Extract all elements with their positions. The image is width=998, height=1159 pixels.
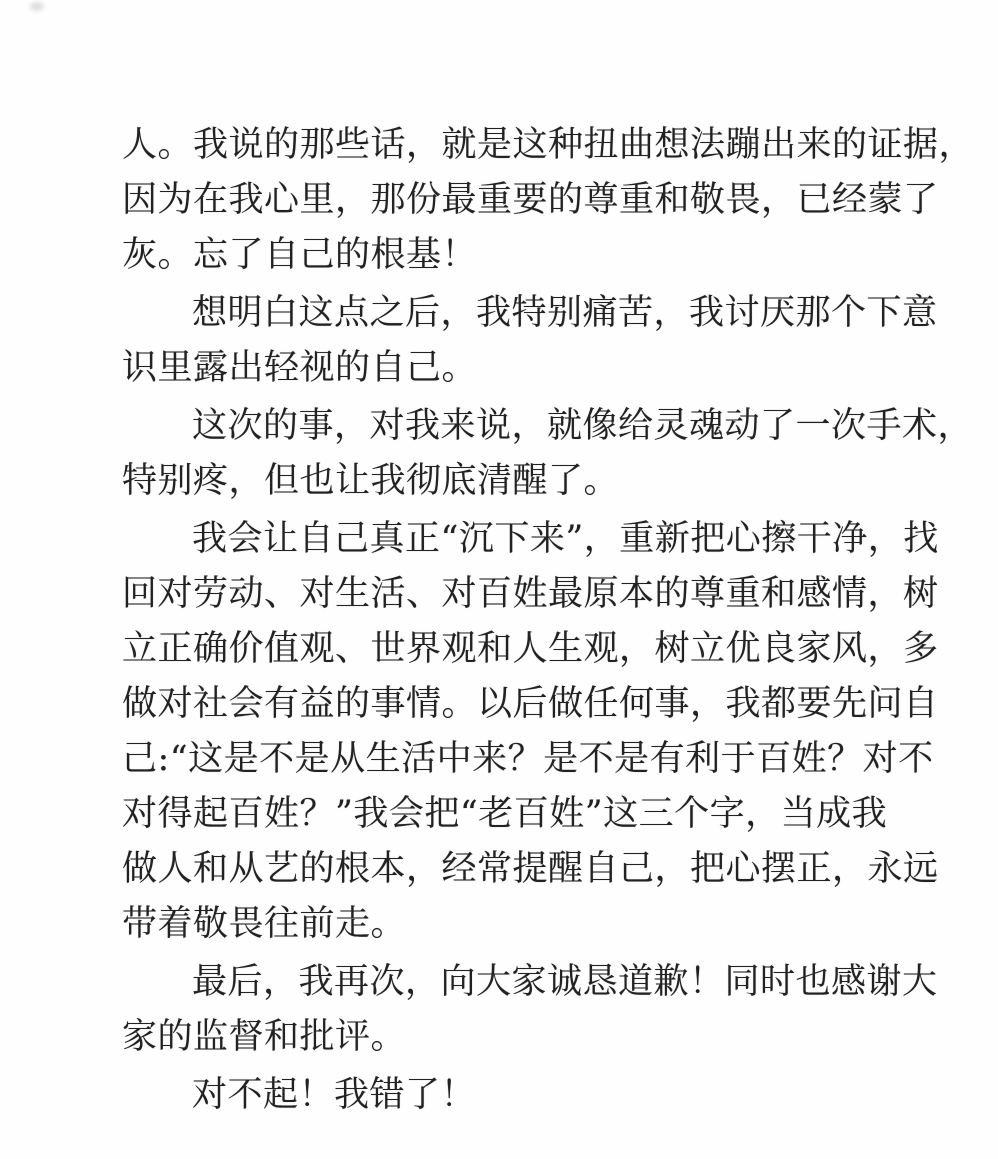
text-line: 因为在我心里，那份最重要的尊重和敬畏，已经蒙了: [122, 180, 939, 220]
text-line: 立正确价值观、世界观和人生观，树立优良家风，多: [122, 629, 939, 669]
paragraph: [122, 512, 958, 952]
text-line: 人。我说的那些话，就是这种扭曲想法蹦出来的证据，: [122, 125, 975, 165]
text-line: 灰。忘了自己的根基！: [122, 235, 478, 275]
text-line: 做人和从艺的根本，经常提醒自己，把心摆正，永远: [122, 849, 939, 889]
text-line: 对不起！我错了！: [192, 1075, 477, 1115]
text-line: 己:“这是不是从生活中来？是不是有利于百姓？对不: [122, 739, 934, 779]
paragraph: [122, 955, 958, 1065]
text-line: 对得起百姓？”我会把“老百姓”这三个字，当成我: [122, 794, 888, 834]
text-line: 带着敬畏往前走。: [122, 904, 407, 944]
paragraph: [122, 118, 975, 283]
text-line: 我会让自己真正“沉下来”，重新把心擦干净，找: [192, 519, 939, 559]
text-line: 特别疼，但也让我彻底清醒了。: [122, 461, 620, 501]
text-line: 家的监督和批评。: [122, 1017, 407, 1057]
paragraph: [122, 1068, 958, 1123]
text-line: 做对社会有益的事情。以后做任何事，我都要先问自: [122, 684, 939, 724]
paragraph: [122, 399, 974, 509]
text-line: 这次的事，对我来说，就像给灵魂动了一次手术，: [192, 406, 974, 446]
text-line: 想明白这点之后，我特别痛苦，我讨厌那个下意: [192, 293, 938, 333]
text-line: 最后，我再次，向大家诚恳道歉！同时也感谢大: [192, 962, 938, 1002]
text-line: 回对劳动、对生活、对百姓最原本的尊重和感情，树: [122, 574, 939, 614]
text-line: 识里露出轻视的自己。: [122, 348, 478, 388]
paragraph: [122, 286, 958, 396]
